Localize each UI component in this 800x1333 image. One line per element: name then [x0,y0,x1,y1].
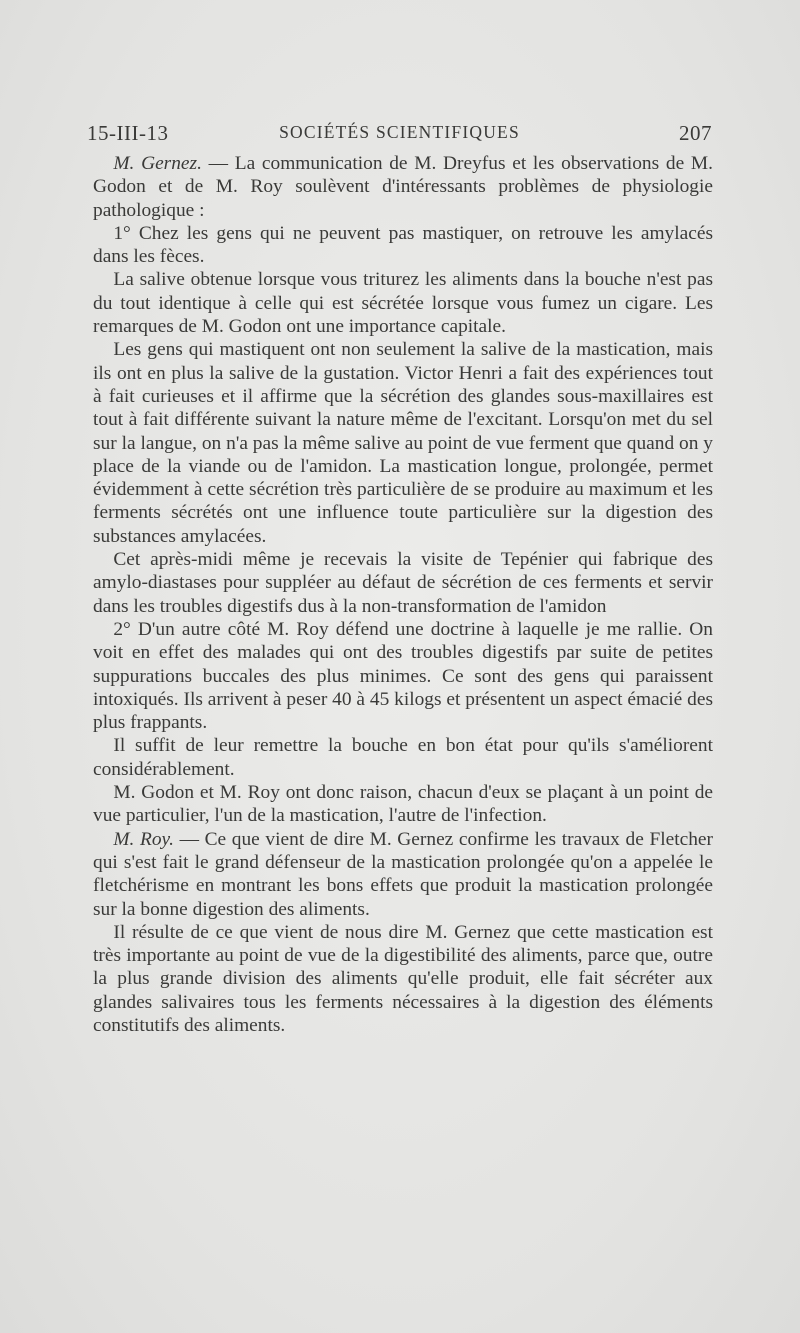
paragraph-10 [93,921,713,1037]
paragraph-text: Il suffit de leur remettre la bouche en bon état pour qu'ils s'améliorent considérablement. [93,735,713,780]
paragraph-text: Cet après-midi même je recevais la visite de Tepénier qui fabrique des amylo-diastases pour suppléer au défaut de sécrétion de ces ferments et servir dans les troubles digestifs dus à la non-transformation de l'amidon [93,549,713,617]
paragraph-2 [93,222,713,269]
paragraph-5 [93,548,713,618]
paragraph-text: La salive obtenue lorsque vous triturez les aliments dans la bouche n'est pas du tout identique à celle qui est sécrétée lorsque vous fumez un cigare. Les remarques de M. Godon ont une importance capitale. [93,269,713,338]
paragraph-8 [93,781,713,828]
speaker-name: M. Gernez. [113,153,202,174]
body-text [93,152,713,1037]
paragraph-6 [93,618,713,734]
paragraph-3 [93,268,713,338]
paragraph-9 [93,828,713,921]
section-title: SOCIÉTÉS SCIENTIFIQUES [279,122,520,142]
running-head [87,121,712,151]
paragraph-7 [93,734,713,781]
paragraph-text: Il résulte de ce que vient de nous dire M. Gernez que cette mastication est très importante au point de vue de la digestibilité des aliments, parce que, outre la plus grande division des aliments qu'elle produit, elle fait sécréter aux glandes salivaires tous les ferments nécessaires à la digestion des éléments constitutifs des aliments. [93,921,713,1036]
issue-date: 15-III-13 [87,121,169,145]
paragraph-text: Les gens qui mastiquent ont non seulement la salive de la mastication, mais ils ont en plus la salive de la gustation. Victor Henri a fait des expériences tout à fait curieuses et il affirme que la sécrétion des glandes sous-maxillaires est tout à fait différente suivant la nature même de l'excitant. Lorsqu'on met du sel sur la langue, on n'a pas la même salive au point de vue ferment que quand on y place de la viande ou de l'amidon. La mastication longue, prolongée, permet évidemment à cette sécrétion très particulière de se produire au maximum et les ferments sécrétés ont une influence toute particulière sur la digestion des substances amylacées. [93,339,713,547]
paragraph-4 [93,338,713,548]
paragraph-text: — Ce que vient de dire M. Gernez confirme les travaux de Fletcher qui s'est fait le grand défenseur de la mastication prolongée qu'on a appelée le fletchérisme en montrant les bons effets que produit la mastication prolongée sur la bonne digestion des aliments. [93,828,713,920]
paragraph-text: M. Godon et M. Roy ont donc raison, chacun d'eux se plaçant à un point de vue particulier, l'un de la mastication, l'autre de l'infection. [93,782,713,827]
paragraph-text: 2° D'un autre côté M. Roy défend une doctrine à laquelle je me rallie. On voit en effet des malades qui ont des troubles digestifs par suite de petites suppurations buccales des plus minimes. Ce sont des gens qui paraissent intoxiqués. Ils arrivent à peser 40 à 45 kilogs et présentent un aspect émacié des plus frappants. [93,618,713,734]
paragraph-text: 1° Chez les gens qui ne peuvent pas mastiquer, on retrouve les amylacés dans les fèces. [93,222,713,268]
speaker-name: M. Roy. [113,828,174,850]
paragraph-1 [93,152,713,222]
page-number: 207 [679,121,712,145]
paragraph-text: — La communication de M. Dreyfus et les observations de M. Godon et de M. Roy soulèvent d'intéressants problèmes de physiologie pathologique : [93,153,713,221]
